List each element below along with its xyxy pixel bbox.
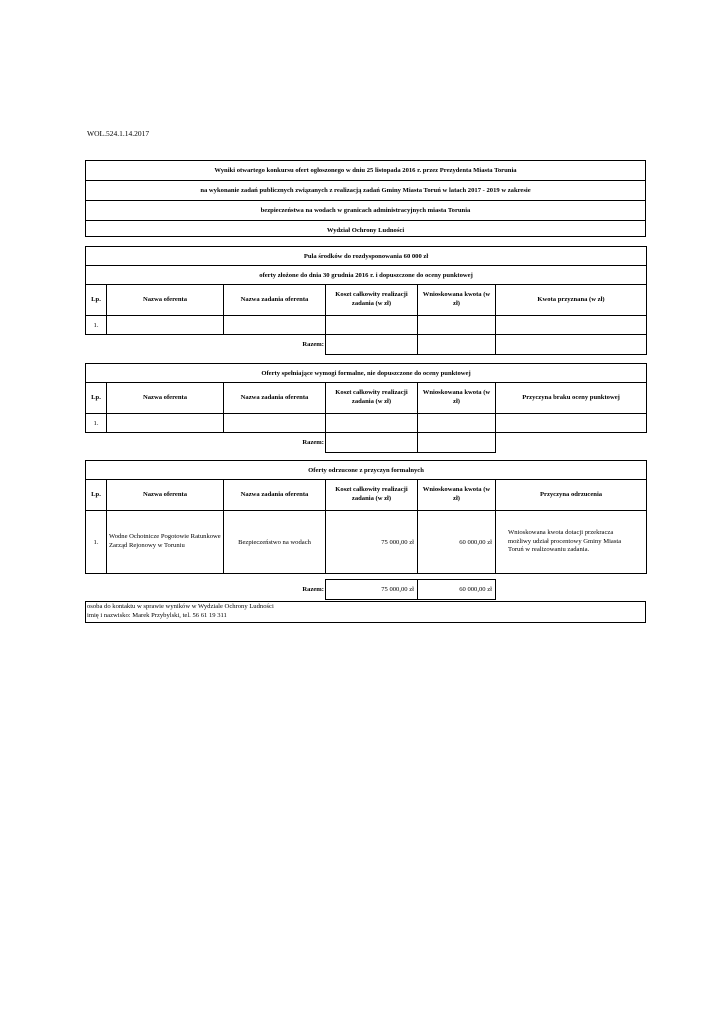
col-header-kwota: Wnioskowana kwota (w zł): [418, 480, 496, 511]
col-header-koszt: Koszt całkowity realizacji zadania (w zł): [326, 480, 418, 511]
cell-koszt: 75 000,00 zł: [326, 511, 418, 574]
header-line-2: na wykonanie zadań publicznych związanych z realizacją zadań Gminy Miasta Toruń w latach 2017 - 2019 w zakresie: [86, 181, 645, 201]
cell-oferent: [107, 316, 224, 335]
total-kwota: [418, 335, 496, 355]
col-header-oferent: Nazwa oferenta: [107, 383, 224, 414]
total-koszt: [326, 433, 418, 453]
cell-oferent: Wodne Ochotnicze Pogotowie Ratunkowe Zarząd Rejonowy w Toruniu: [107, 511, 224, 574]
total-kwota: [418, 433, 496, 453]
cell-lp: 1.: [86, 414, 107, 433]
header-line-1: Wyniki otwartego konkursu ofert ogłoszonego w dniu 25 listopada 2016 r. przez Prezydenta Miasta Torunia: [86, 161, 645, 181]
section-rejected-offers-table: [85, 460, 647, 600]
total-przyznana: [496, 335, 647, 355]
cell-zadanie: [224, 414, 326, 433]
total-label: Razem:: [302, 586, 324, 593]
contact-line-1: osoba do kontaktu w sprawie wyników w Wydziale Ochrony Ludności: [87, 603, 274, 610]
cell-zadanie: Bezpieczeństwo na wodach: [224, 511, 326, 574]
header-department: Wydział Ochrony Ludności: [326, 226, 405, 234]
col-header-kwota: Wnioskowana kwota (w zł): [418, 285, 496, 316]
cell-lp: 1.: [86, 316, 107, 335]
section-scored-offers-table: [85, 246, 647, 355]
cell-kwota: 60 000,00 zł: [418, 511, 496, 574]
col-header-przyczyna: Przyczyna braku oceny punktowej: [496, 383, 647, 414]
total-koszt: [326, 335, 418, 355]
col-header-kwota: Wnioskowana kwota (w zł): [418, 383, 496, 414]
table-row: [86, 511, 647, 574]
total-label: Razem:: [302, 341, 324, 349]
header-box: [85, 160, 646, 237]
total-koszt: 75 000,00 zł: [326, 580, 418, 600]
section1-pool-title: Pula środków do rozdysponowania 60 000 zł: [86, 247, 647, 266]
cell-oferent: [107, 414, 224, 433]
table-row: [86, 414, 647, 433]
section1-subtitle: oferty złożone do dnia 30 grudnia 2016 r. i dopuszczone do oceny punktowej: [86, 266, 647, 285]
cell-koszt: [326, 414, 418, 433]
col-header-koszt: Koszt całkowity realizacji zadania (w zł): [326, 285, 418, 316]
total-label: Razem:: [302, 439, 324, 447]
col-header-zadanie: Nazwa zadania oferenta: [224, 383, 326, 414]
col-header-lp: Lp.: [86, 480, 107, 511]
table-row: [86, 316, 647, 335]
col-header-oferent: Nazwa oferenta: [107, 480, 224, 511]
col-header-zadanie: Nazwa zadania oferenta: [224, 480, 326, 511]
contact-line-2: imię i nazwisko: Marek Przybylski, tel. 56 61 19 311: [87, 611, 227, 619]
col-header-przyznana: Kwota przyznana (w zł): [496, 285, 647, 316]
total-row: [86, 433, 647, 453]
contact-box: [85, 601, 646, 623]
col-header-oferent: Nazwa oferenta: [107, 285, 224, 316]
col-header-zadanie: Nazwa zadania oferenta: [224, 285, 326, 316]
cell-lp: 1.: [86, 511, 107, 574]
header-line-3: bezpieczeństwa na wodach w granicach administracyjnych miasta Torunia: [86, 201, 645, 221]
cell-przyczyna: [496, 414, 647, 433]
total-row: [86, 335, 647, 355]
cell-kwota: [418, 414, 496, 433]
cell-przyznana: [496, 316, 647, 335]
section2-title: Oferty spełniające wymogi formalne, nie dopuszczone do oceny punktowej: [86, 364, 647, 383]
cell-kwota: [418, 316, 496, 335]
cell-przyczyna: Wnioskowana kwota dotacji przekracza możliwy udział procentowy Gminy Miasta Toruń w realizowaniu zadania.: [496, 511, 647, 574]
total-kwota: 60 000,00 zł: [418, 580, 496, 600]
document-reference-number: WOL.524.1.14.2017: [87, 129, 150, 138]
col-header-lp: Lp.: [86, 383, 107, 414]
col-header-koszt: Koszt całkowity realizacji zadania (w zł): [326, 383, 418, 414]
total-row: [86, 580, 647, 600]
section3-title: Oferty odrzucone z przyczyn formalnych: [86, 461, 647, 480]
section-not-scored-offers-table: [85, 363, 647, 453]
cell-zadanie: [224, 316, 326, 335]
col-header-lp: Lp.: [86, 285, 107, 316]
cell-koszt: [326, 316, 418, 335]
col-header-przyczyna-odrzucenia: Przyczyna odrzucenia: [496, 480, 647, 511]
